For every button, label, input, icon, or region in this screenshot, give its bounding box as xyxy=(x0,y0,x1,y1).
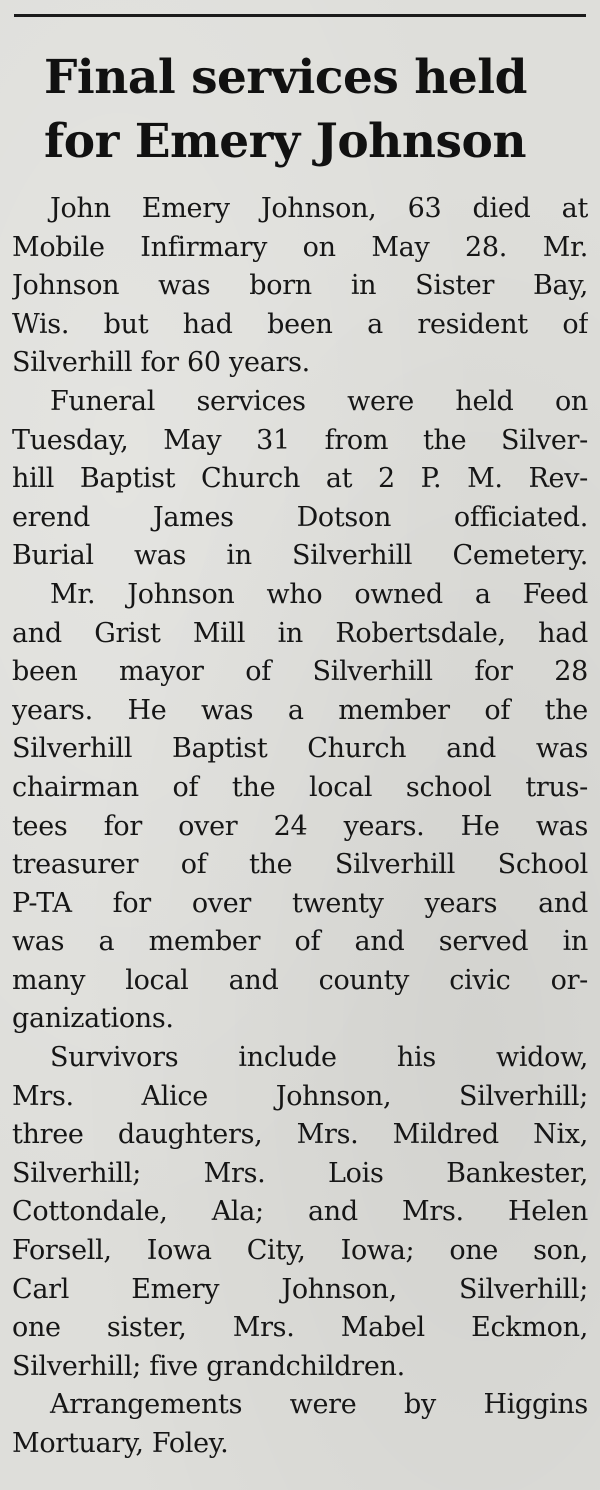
text-line: P-TA for over twenty years and xyxy=(12,887,588,919)
text-line: Mr. Johnson who owned a Feed xyxy=(50,578,588,610)
text-line: ganizations. xyxy=(12,1003,174,1035)
text-line: Burial was in Silverhill Cemetery. xyxy=(12,540,588,572)
text-line: hill Baptist Church at 2 P. M. Rev- xyxy=(12,463,588,495)
text-line: Silverhill Baptist Church and was xyxy=(12,733,588,765)
paragraph-arrangements xyxy=(12,1386,588,1463)
text-line: Carl Emery Johnson, Silverhill; xyxy=(12,1273,588,1305)
text-line: Silverhill for 60 years. xyxy=(12,347,310,379)
top-rule-divider xyxy=(14,14,586,17)
headline-line-2: for Emery Johnson xyxy=(44,114,526,169)
paragraph-survivors xyxy=(12,1039,588,1386)
text-line: and Grist Mill in Robertsdale, had xyxy=(12,617,588,649)
text-line: been mayor of Silverhill for 28 xyxy=(12,656,588,688)
text-line: Arrangements were by Higgins xyxy=(50,1389,588,1421)
paragraph-biography xyxy=(12,576,588,1039)
paragraph-death-notice xyxy=(12,190,588,383)
text-line: many local and county civic or- xyxy=(12,964,588,996)
text-line: Wis. but had been a resident of xyxy=(12,308,588,340)
text-line: Mrs. Alice Johnson, Silverhill; xyxy=(12,1080,588,1112)
text-line: treasurer of the Silverhill School xyxy=(12,849,588,881)
text-line: one sister, Mrs. Mabel Eckmon, xyxy=(12,1312,588,1344)
paragraph-funeral-services xyxy=(12,383,588,576)
text-line: erend James Dotson officiated. xyxy=(12,501,588,533)
text-line: Johnson was born in Sister Bay, xyxy=(12,270,588,302)
text-line: Silverhill; Mrs. Lois Bankester, xyxy=(12,1157,588,1189)
text-line: years. He was a member of the xyxy=(12,694,588,726)
text-line: Funeral services were held on xyxy=(50,385,588,417)
text-line: Tuesday, May 31 from the Silver- xyxy=(12,424,588,456)
text-line: John Emery Johnson, 63 died at xyxy=(50,193,588,224)
headline xyxy=(44,46,584,174)
headline-line-1: Final services held xyxy=(44,50,527,105)
text-line: was a member of and served in xyxy=(12,926,588,958)
text-line: Silverhill; five grandchildren. xyxy=(12,1350,405,1382)
text-line: tees for over 24 years. He was xyxy=(12,810,588,842)
article-body xyxy=(12,190,588,1464)
text-line: Cottondale, Ala; and Mrs. Helen xyxy=(12,1196,588,1228)
text-line: chairman of the local school trus- xyxy=(12,771,588,803)
text-line: Forsell, Iowa City, Iowa; one son, xyxy=(12,1235,588,1267)
text-line: Mobile Infirmary on May 28. Mr. xyxy=(12,231,588,263)
text-line: Survivors include his widow, xyxy=(50,1042,588,1074)
text-line: three daughters, Mrs. Mildred Nix, xyxy=(12,1119,588,1151)
text-line: Mortuary, Foley. xyxy=(12,1428,229,1459)
